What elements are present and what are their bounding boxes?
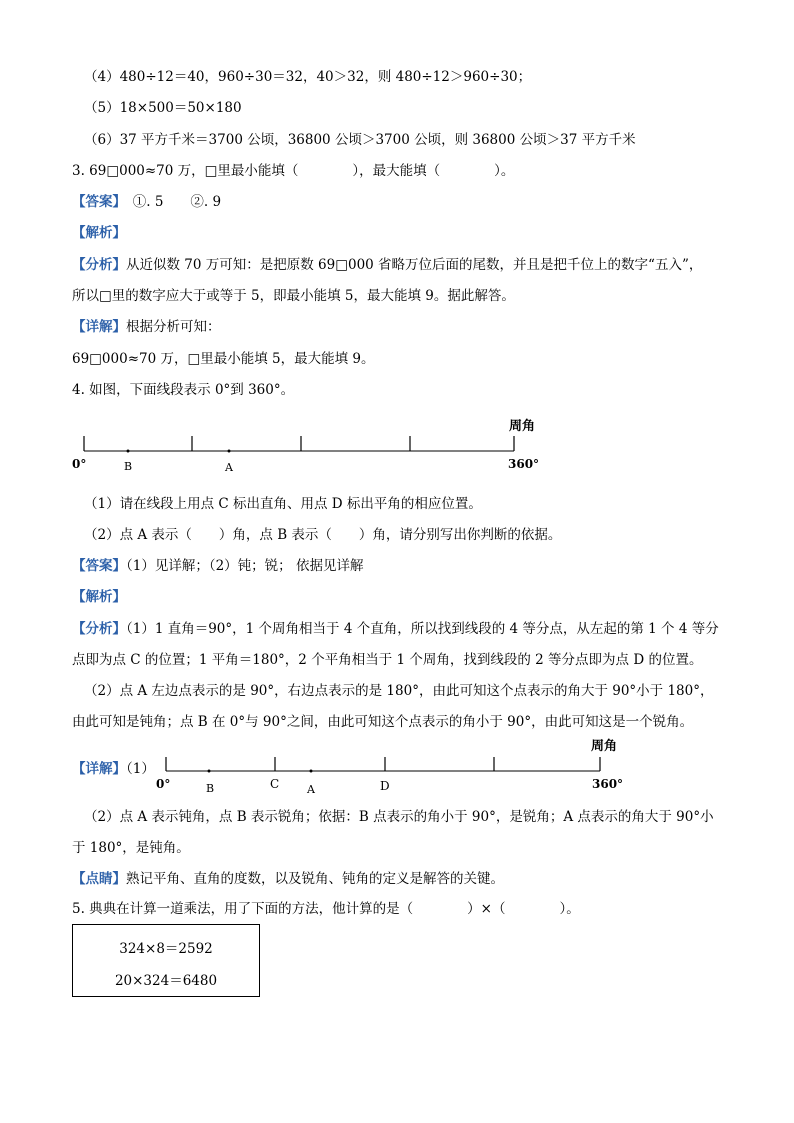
text-line: （4）480÷12＝40，960÷30＝32，40＞32，则 480÷12＞960÷30；: [84, 69, 532, 85]
segment-figure-2: [150, 730, 640, 802]
analysis-3-cont: 所以□里的数字应大于或等于 5，即最小能填 5，最大能填 9。据此解答。: [72, 288, 515, 304]
comment-body: 熟记平角、直角的度数，以及锐角、钝角的定义是解答的关键。: [126, 871, 504, 887]
text-line: （5）18×500＝50×180: [84, 100, 242, 116]
analysis-body: （1）1 直角＝90°，1 个周角相当于 4 个直角，所以找到线段的 4 等分点，从左起的第 1 个 4 等分: [126, 621, 719, 637]
detail-tag: 【详解】: [72, 761, 126, 777]
label-a: A: [307, 783, 315, 796]
analysis-tag: 【分析】: [72, 257, 126, 273]
analysis-4-cont: （2）点 A 左边点表示的是 90°，右边点表示的是 180°，由此可知这个点表示的角大于 90°小于 180°，: [84, 683, 714, 699]
analysis-4-cont: 点即为点 C 的位置；1 平角＝180°，2 个平角相当于 1 个周角，找到线段的 2 等分点即为点 D 的位置。: [72, 652, 703, 668]
answer-body: ①. 5 ②. 9: [119, 194, 222, 210]
label-zero: 0°: [156, 777, 171, 791]
detail-tag: 【详解】: [72, 319, 126, 335]
comment-tag: 【点睛】: [72, 871, 126, 887]
point-b: [127, 450, 130, 453]
answer-tag: 【答案】: [72, 558, 126, 574]
label-full-angle: 周角: [509, 419, 536, 434]
comment-4: [72, 870, 504, 888]
point-b: [208, 770, 211, 773]
answer-4: [72, 557, 363, 575]
label-b: B: [206, 782, 215, 795]
calculation-box: [72, 924, 260, 997]
segment-figure-1: [70, 410, 550, 480]
label-b: B: [124, 460, 133, 473]
detail-3-cont: 69□000≈70 万，□里最小能填 5，最大能填 9。: [72, 351, 375, 367]
question-5: 5. 典典在计算一道乘法，用了下面的方法，他计算的是（ ）×（ ）。: [72, 901, 580, 917]
analysis-tag: 【分析】: [72, 621, 126, 637]
point-a: [228, 450, 231, 453]
analysis-heading: 【解析】: [72, 589, 126, 605]
point-a: [310, 770, 313, 773]
label-d: D: [380, 779, 390, 793]
label-360: 360°: [508, 457, 540, 471]
equation-2: 20×324＝6480: [114, 973, 218, 989]
label-a: A: [225, 461, 233, 474]
question-4: 4. 如图，下面线段表示 0°到 360°。: [72, 382, 295, 398]
analysis-heading: 【解析】: [72, 225, 126, 241]
label-full-angle: 周角: [591, 739, 618, 754]
analysis-4: [72, 620, 719, 638]
detail-3: [72, 318, 221, 336]
answer-3: [72, 193, 221, 211]
equation-1: 324×8＝2592: [119, 941, 213, 957]
answer-body: （1）见详解；（2）钝；锐； 依据见详解: [126, 558, 364, 574]
answer-tag: 【答案】: [72, 194, 120, 210]
label-360: 360°: [592, 777, 624, 791]
detail-4-part-2-cont: 于 180°，是钝角。: [72, 840, 190, 856]
question-4-part-1: （1）请在线段上用点 C 标出直角、用点 D 标出平角的相应位置。: [84, 496, 482, 512]
label-zero: 0°: [72, 457, 87, 471]
analysis-body: 从近似数 70 万可知：是把原数 69□000 省略万位后面的尾数，并且是把千位上的数字“五入”，: [126, 257, 703, 273]
question-4-part-2: （2）点 A 表示（ ）角，点 B 表示（ ）角，请分别写出你判断的依据。: [84, 527, 562, 543]
detail-body: 根据分析可知：: [126, 319, 221, 335]
detail-body: （1）: [126, 761, 155, 777]
label-c: C: [270, 777, 280, 791]
analysis-3: [72, 256, 702, 274]
analysis-4-cont: 由此可知是钝角；点 B 在 0°与 90°之间，由此可知这个点表示的角小于 90°，由此可知这是一个锐角。: [72, 714, 694, 730]
detail-4: [72, 760, 155, 778]
question-3: 3. 69□000≈70 万，□里最小能填（ ），最大能填（ ）。: [72, 163, 515, 179]
text-line: （6）37 平方千米＝3700 公顷，36800 公顷＞3700 公顷，则 36800 公顷＞37 平方千米: [84, 132, 636, 148]
detail-4-part-2: （2）点 A 表示钝角，点 B 表示锐角；依据：B 点表示的角小于 90°，是锐角；A 点表示的角大于 90°小: [84, 809, 714, 825]
